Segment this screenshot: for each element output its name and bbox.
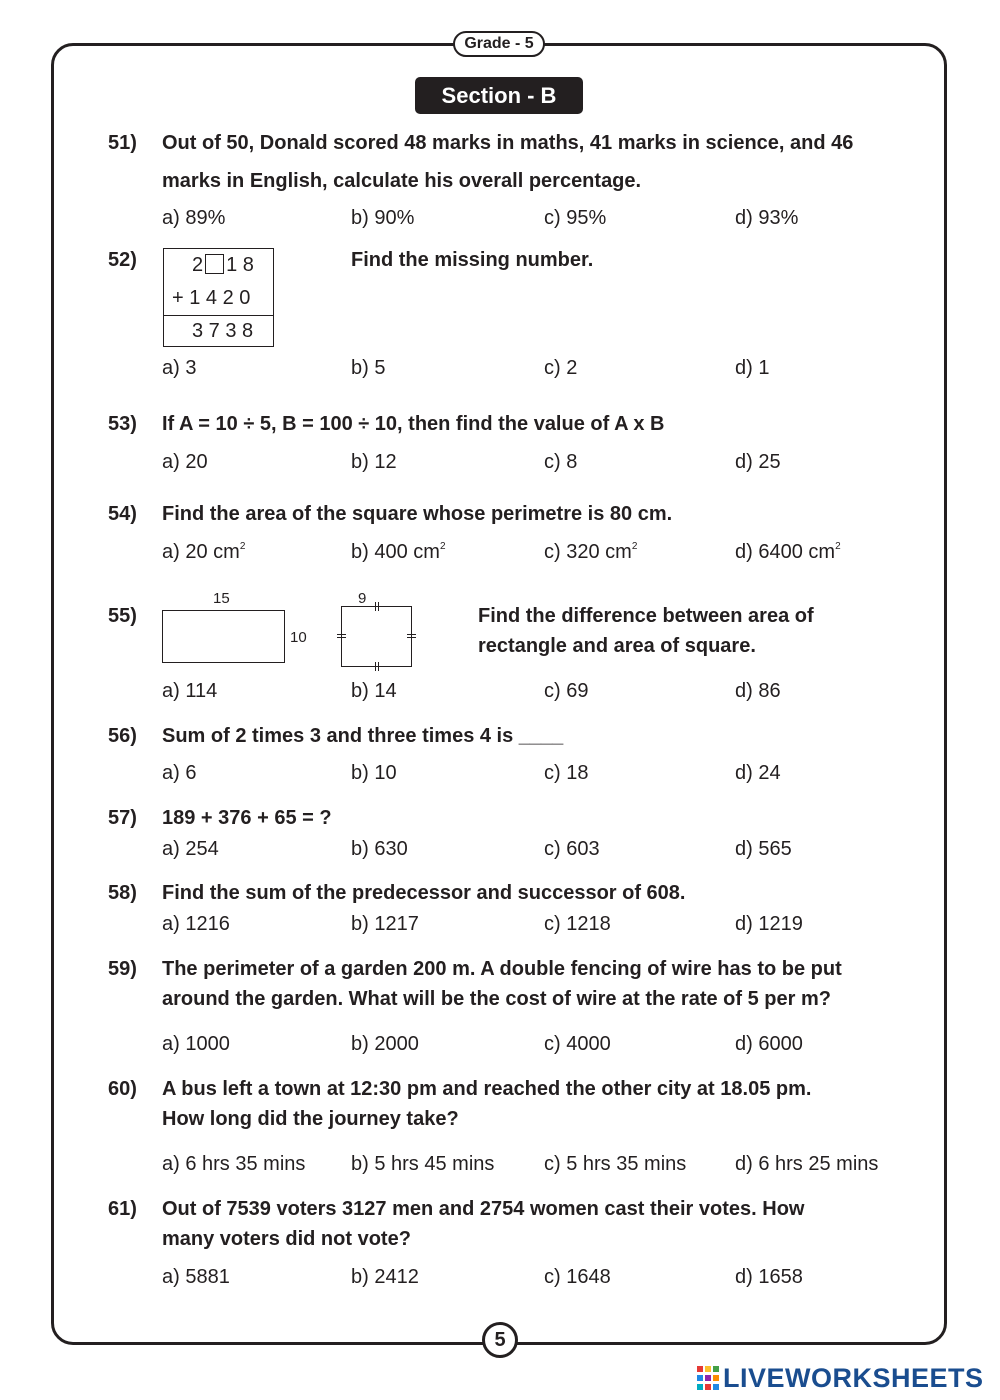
option-b[interactable]: b) 12	[351, 451, 397, 473]
addend-digit: 2	[192, 254, 204, 276]
option-a[interactable]: a) 1216	[162, 913, 230, 935]
option-a[interactable]: a) 1000	[162, 1033, 230, 1055]
option-b[interactable]: b) 90%	[351, 207, 415, 229]
option-d[interactable]: d) 6 hrs 25 mins	[735, 1153, 879, 1175]
question-number: 54)	[108, 503, 137, 525]
question-number: 58)	[108, 882, 137, 904]
option-label: a) 20 cm	[162, 541, 240, 563]
question-text-line: Find the area of the square whose perimetre is 80 cm.	[162, 503, 673, 525]
option-d[interactable]: d) 6000	[735, 1033, 803, 1055]
question-text-line: If A = 10 ÷ 5, B = 100 ÷ 10, then find the value of A x B	[162, 413, 665, 435]
question-text-line: Find the missing number.	[351, 249, 594, 271]
option-a[interactable]: a) 89%	[162, 207, 226, 229]
option-c[interactable]: c) 8	[544, 451, 578, 473]
rectangle-length-label: 15	[213, 590, 230, 607]
option-b[interactable]: b) 5	[351, 357, 386, 379]
option-a[interactable]: a) 20	[162, 451, 208, 473]
option-a[interactable]: a) 254	[162, 838, 219, 860]
question-text-line: The perimeter of a garden 200 m. A double fencing of wire has to be put	[162, 958, 842, 980]
option-b[interactable]: b) 2000	[351, 1033, 419, 1055]
question-number: 61)	[108, 1198, 137, 1220]
sum-row: 3 7 3 8	[192, 320, 254, 342]
rectangle-width-label: 10	[290, 629, 307, 646]
option-c[interactable]	[544, 541, 637, 564]
option-d[interactable]: d) 24	[735, 762, 781, 784]
option-a[interactable]: a) 5881	[162, 1266, 230, 1288]
question-number: 59)	[108, 958, 137, 980]
option-b[interactable]: b) 1217	[351, 913, 419, 935]
question-text-line: 189 + 376 + 65 = ?	[162, 807, 332, 829]
unit-exponent: 2	[439, 541, 446, 552]
question-text-line: around the garden. What will be the cost of wire at the rate of 5 per m?	[162, 988, 831, 1010]
option-b[interactable]	[351, 541, 446, 564]
option-c[interactable]: c) 2	[544, 357, 578, 379]
option-b[interactable]: b) 5 hrs 45 mins	[351, 1153, 495, 1175]
option-b[interactable]: b) 10	[351, 762, 397, 784]
option-a[interactable]: a) 6 hrs 35 mins	[162, 1153, 306, 1175]
option-a[interactable]: a) 6	[162, 762, 197, 784]
missing-digit-box[interactable]	[205, 254, 224, 274]
option-d[interactable]: d) 86	[735, 680, 781, 702]
page-number: 5	[482, 1322, 518, 1358]
sum-line	[164, 315, 273, 316]
question-text-line: many voters did not vote?	[162, 1228, 411, 1250]
option-a[interactable]	[162, 541, 245, 564]
option-c[interactable]: c) 1648	[544, 1266, 611, 1288]
question-text-line: Sum of 2 times 3 and three times 4 is ____	[162, 725, 564, 747]
unit-exponent: 2	[835, 541, 841, 552]
question-number: 60)	[108, 1078, 137, 1100]
question-number: 55)	[108, 605, 137, 627]
option-c[interactable]: c) 4000	[544, 1033, 611, 1055]
option-d[interactable]: d) 565	[735, 838, 792, 860]
addend-row-2: + 1 4 2 0	[172, 287, 251, 309]
question-text-line: rectangle and area of square.	[478, 635, 756, 657]
question-number: 56)	[108, 725, 137, 747]
option-d[interactable]: d) 1	[735, 357, 770, 379]
unit-exponent: 2	[631, 541, 638, 552]
addend-digits: 1 8	[226, 254, 254, 276]
option-label: c) 320 cm	[544, 541, 632, 563]
option-b[interactable]: b) 630	[351, 838, 408, 860]
question-number: 57)	[108, 807, 137, 829]
question-number: 53)	[108, 413, 137, 435]
option-label: d) 6400 cm	[735, 541, 836, 563]
question-text-line: Find the sum of the predecessor and successor of 608.	[162, 882, 686, 904]
question-text-line: Find the difference between area of	[478, 605, 814, 627]
option-c[interactable]: c) 5 hrs 35 mins	[544, 1153, 687, 1175]
option-a[interactable]: a) 3	[162, 357, 197, 379]
option-d[interactable]: d) 93%	[735, 207, 799, 229]
option-d[interactable]: d) 1658	[735, 1266, 803, 1288]
unit-exponent: 2	[239, 541, 246, 552]
option-c[interactable]: c) 18	[544, 762, 589, 784]
option-d[interactable]: d) 25	[735, 451, 781, 473]
addition-problem	[163, 248, 274, 347]
option-label: b) 400 cm	[351, 541, 440, 563]
option-c[interactable]: c) 1218	[544, 913, 611, 935]
option-d[interactable]	[735, 541, 841, 564]
option-a[interactable]: a) 114	[162, 680, 218, 702]
question-text-line: Out of 50, Donald scored 48 marks in maths, 41 marks in science, and 46	[162, 132, 854, 154]
option-c[interactable]: c) 69	[544, 680, 589, 702]
question-text-line: How long did the journey take?	[162, 1108, 459, 1130]
question-number: 52)	[108, 249, 137, 271]
liveworksheets-logo-icon	[697, 1366, 719, 1390]
rectangle-figure	[162, 610, 285, 663]
question-text-line: A bus left a town at 12:30 pm and reached the other city at 18.05 pm.	[162, 1078, 812, 1100]
question-text-line: marks in English, calculate his overall percentage.	[162, 170, 642, 192]
section-title: Section - B	[415, 77, 583, 114]
grade-label: Grade - 5	[453, 31, 545, 57]
option-c[interactable]: c) 603	[544, 838, 600, 860]
addend-row-1	[192, 254, 254, 277]
option-b[interactable]: b) 2412	[351, 1266, 419, 1288]
square-side-label: 9	[358, 590, 367, 607]
option-d[interactable]: d) 1219	[735, 913, 803, 935]
option-c[interactable]: c) 95%	[544, 207, 607, 229]
square-figure	[341, 606, 412, 667]
question-text-line: Out of 7539 voters 3127 men and 2754 women cast their votes. How	[162, 1198, 805, 1220]
brand-name: LIVEWORKSHEETS	[723, 1363, 984, 1393]
option-b[interactable]: b) 14	[351, 680, 397, 702]
question-number: 51)	[108, 132, 137, 154]
